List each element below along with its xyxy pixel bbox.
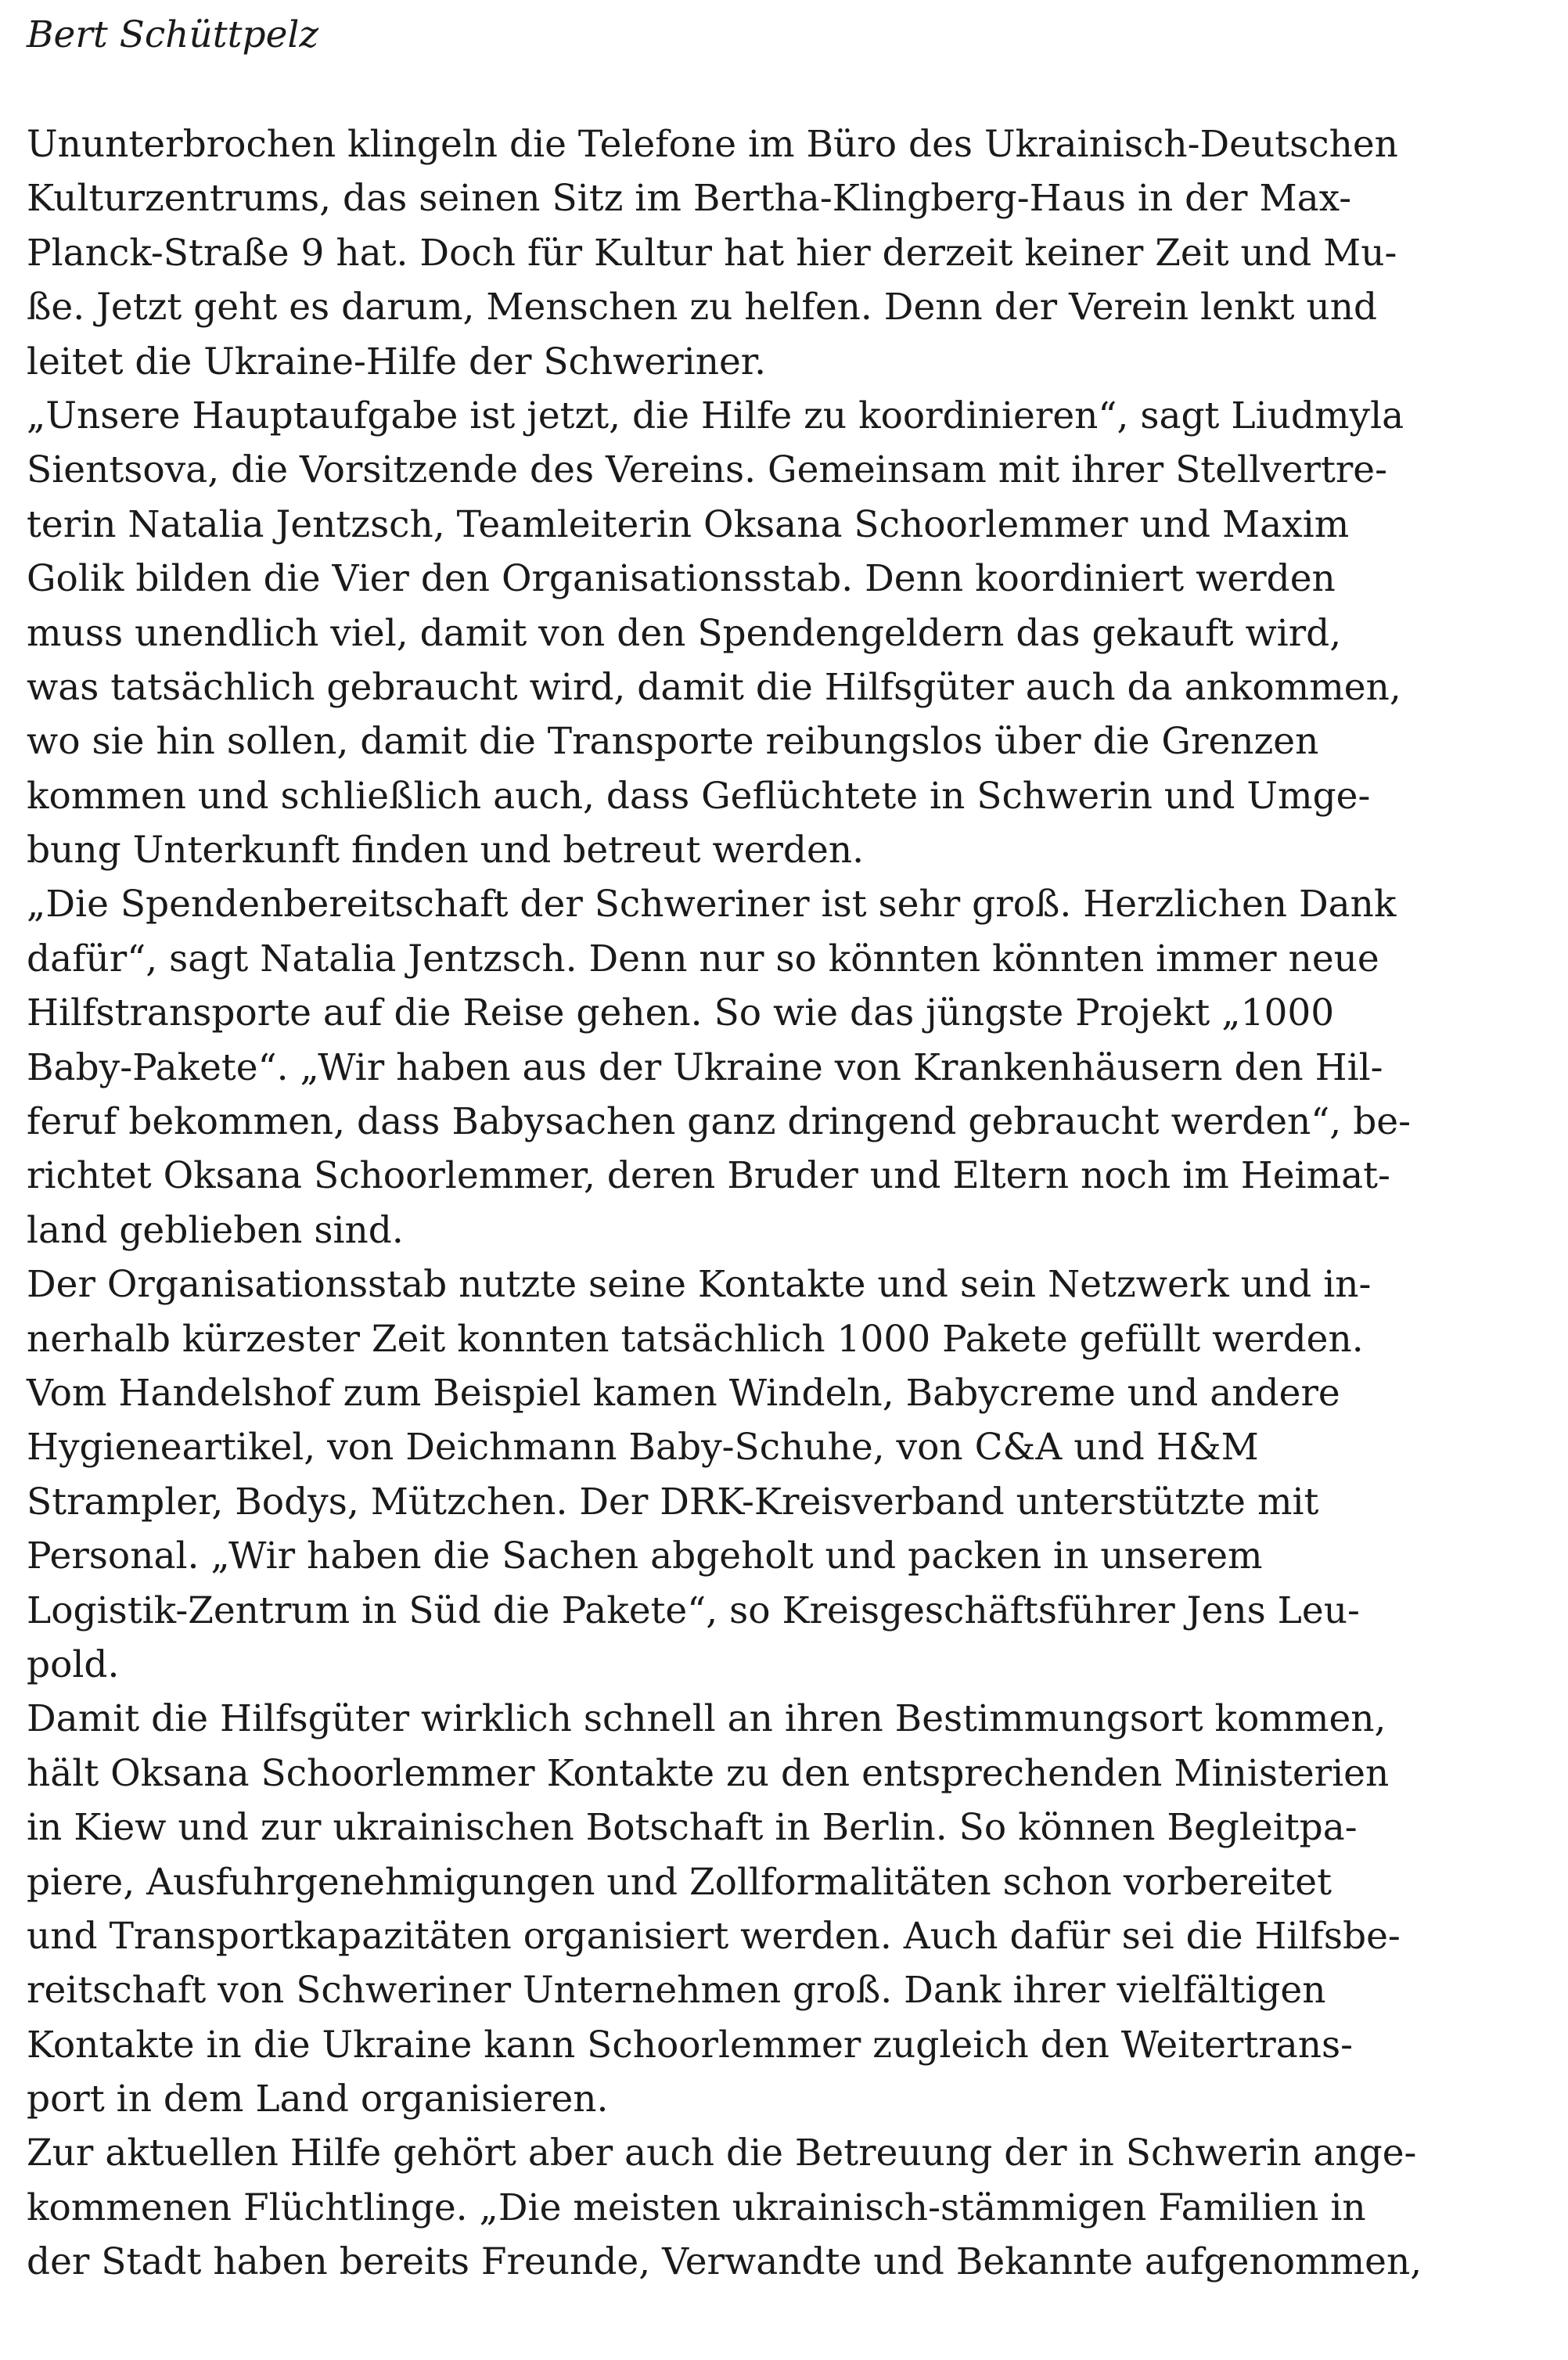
- text-line: dafür“, sagt Natalia Jentzsch. Denn nur so könnten könnten immer neue: [27, 937, 1379, 980]
- text-line: Kontakte in die Ukraine kann Schoorlemmer zugleich den Weitertrans-: [27, 2023, 1354, 2067]
- text-line: nerhalb kürzester Zeit konnten tatsächlich 1000 Pakete gefüllt werden.: [27, 1317, 1364, 1361]
- text-line: muss unendlich viel, damit von den Spendengeldern das gekauft wird,: [27, 611, 1342, 655]
- paragraph-5: [27, 1692, 1545, 2126]
- text-line: Kulturzentrums, das seinen Sitz im Bertha-Klingberg-Haus in der Max-: [27, 177, 1352, 221]
- text-line: „Unsere Hauptaufgabe ist jetzt, die Hilfe zu koordinieren“, sagt Liudmyla: [27, 394, 1404, 437]
- text-line: leitet die Ukraine-Hilfe der Schweriner.: [27, 340, 767, 383]
- author-byline: Bert Schüttpelz: [27, 13, 319, 56]
- text-line: ße. Jetzt geht es darum, Menschen zu helfen. Denn der Verein lenkt und: [27, 286, 1378, 329]
- text-line: in Kiew und zur ukrainischen Botschaft in Berlin. So können Begleitpa-: [27, 1806, 1358, 1850]
- text-line: port in dem Land organisieren.: [27, 2078, 609, 2121]
- text-line: Personal. „Wir haben die Sachen abgeholt und packen in unserem: [27, 1534, 1263, 1578]
- article-page: [27, 8, 1545, 2290]
- text-line: Planck-Straße 9 hat. Doch für Kultur hat hier derzeit keiner Zeit und Mu-: [27, 231, 1397, 275]
- text-line: Zur aktuellen Hilfe gehört aber auch die Betreuung der in Schwerin ange-: [27, 2132, 1417, 2175]
- text-line: wo sie hin sollen, damit die Transporte reibungslos über die Grenzen: [27, 720, 1319, 764]
- text-line: Logistik-Zentrum in Süd die Pakete“, so Kreisgeschäftsführer Jens Leu-: [27, 1588, 1360, 1632]
- text-line: terin Natalia Jentzsch, Teamleiterin Oksana Schoorlemmer und Maxim: [27, 502, 1350, 546]
- text-line: pold.: [27, 1642, 120, 1686]
- text-line: richtet Oksana Schoorlemmer, deren Bruder und Eltern noch im Heimat-: [27, 1154, 1390, 1198]
- text-line: land geblieben sind.: [27, 1208, 404, 1252]
- text-line: feruf bekommen, dass Babysachen ganz dringend gebraucht werden“, be-: [27, 1100, 1411, 1144]
- paragraph-4: [27, 1257, 1545, 1692]
- paragraph-6: [27, 2126, 1545, 2289]
- text-line: Baby-Pakete“. „Wir haben aus der Ukraine von Krankenhäusern den Hil-: [27, 1045, 1383, 1089]
- text-line: Sientsova, die Vorsitzende des Vereins. Gemeinsam mit ihrer Stellvertre-: [27, 448, 1387, 492]
- text-line: Ununterbrochen klingeln die Telefone im Büro des Ukrainisch-Deutschen: [27, 123, 1398, 166]
- text-line: reitschaft von Schweriner Unternehmen groß. Dank ihrer vielfältigen: [27, 1969, 1326, 2013]
- text-line: „Die Spendenbereitschaft der Schweriner ist sehr groß. Herzlichen Dank: [27, 883, 1397, 926]
- text-line: der Stadt haben bereits Freunde, Verwandte und Bekannte aufgenommen,: [27, 2240, 1422, 2284]
- text-line: und Transportkapazitäten organisiert werden. Auch dafür sei die Hilfsbe-: [27, 1914, 1401, 1958]
- text-line: kommen und schließlich auch, dass Geflüchtete in Schwerin und Umge-: [27, 774, 1371, 818]
- text-line: kommenen Flüchtlinge. „Die meisten ukrainisch-stämmigen Familien in: [27, 2186, 1366, 2229]
- text-line: Hygieneartikel, von Deichmann Baby-Schuhe, von C&A und H&M: [27, 1426, 1259, 1470]
- text-line: Hilfstransporte auf die Reise gehen. So wie das jüngste Projekt „1000: [27, 991, 1335, 1035]
- text-line: piere, Ausfuhrgenehmigungen und Zollformalitäten schon vorbereitet: [27, 1860, 1332, 1904]
- text-line: bung Unterkunft finden und betreut werden.: [27, 829, 865, 872]
- text-line: Der Organisationsstab nutzte seine Kontakte und sein Netzwerk und in-: [27, 1263, 1372, 1307]
- text-line: Strampler, Bodys, Mützchen. Der DRK-Kreisverband unterstützte mit: [27, 1480, 1319, 1524]
- text-line: Damit die Hilfsgüter wirklich schnell an ihren Bestimmungsort kommen,: [27, 1697, 1386, 1741]
- text-line: was tatsächlich gebraucht wird, damit die Hilfsgüter auch da ankommen,: [27, 665, 1401, 709]
- text-line: hält Oksana Schoorlemmer Kontakte zu den entsprechenden Ministerien: [27, 1751, 1390, 1795]
- paragraph-3: [27, 877, 1545, 1257]
- text-line: Vom Handelshof zum Beispiel kamen Windeln, Babycreme und andere: [27, 1371, 1340, 1415]
- text-line: Golik bilden die Vier den Organisationsstab. Denn koordiniert werden: [27, 557, 1336, 601]
- paragraph-1: [27, 117, 1545, 389]
- paragraph-2: [27, 389, 1545, 878]
